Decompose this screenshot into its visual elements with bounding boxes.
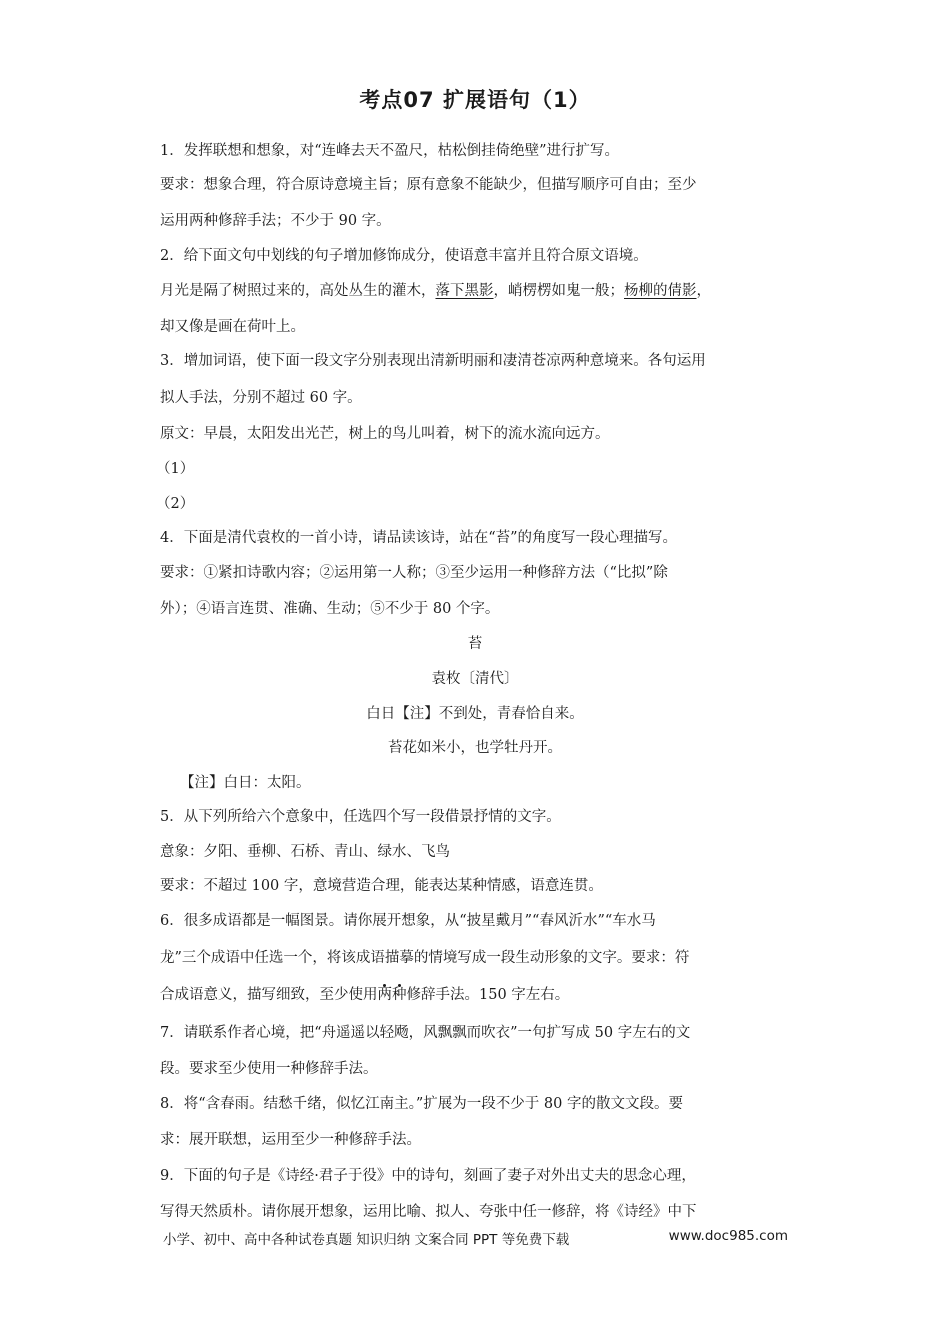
question-5-requirement: 要求：不超过 100 字，意境营造合理，能表达某种情感，语意连贯。 bbox=[160, 878, 603, 894]
question-7-prompt: 7．请联系作者心境，把“舟遥遥以轻飏，风飘飘而吹衣”一句扩写成 50 字左右的文 bbox=[160, 1025, 691, 1041]
poem-author: 袁枚〔清代〕 bbox=[431, 671, 519, 687]
question-3-original-text: 原文：早晨，太阳发出光芒，树上的鸟儿叫着，树下的流水流向远方。 bbox=[160, 426, 610, 442]
underlined-phrase-2: 杨柳的倩影 bbox=[624, 283, 697, 299]
page-footer bbox=[163, 1228, 788, 1248]
question-5-prompt: 5．从下列所给六个意象中，任选四个写一段借景抒情的文字。 bbox=[160, 809, 561, 825]
poem-line-1: 白日【注】不到处，青春恰自来。 bbox=[366, 706, 584, 722]
requirement-text: 修辞手法。150 字左右。 bbox=[406, 987, 570, 1003]
poem-note: 【注】白日：太阳。 bbox=[180, 775, 311, 791]
requirement-text: 合成语意义，描写细致，至少使用 bbox=[160, 987, 378, 1003]
footer-site-link[interactable]: www.doc985.com bbox=[668, 1228, 788, 1244]
footer-text: 小学、初中、高中各种试卷真题 知识归纳 文案合同 PPT 等免费下载 bbox=[163, 1232, 570, 1248]
question-4-requirement: 要求：①紧扣诗歌内容；②运用第一人称；③至少运用一种修辞方法（“比拟”除 bbox=[160, 565, 668, 581]
passage-text: ，峭楞楞如鬼一般； bbox=[493, 283, 624, 299]
page-title: 考点07 扩展语句（1） bbox=[359, 88, 591, 112]
question-3-answer-1-label: （1） bbox=[156, 461, 195, 477]
question-3-prompt-cont: 拟人手法，分别不超过 60 字。 bbox=[160, 390, 362, 406]
question-1-requirement-cont: 运用两种修辞手法；不少于 90 字。 bbox=[160, 213, 391, 229]
passage-text: ， bbox=[696, 283, 711, 299]
question-6-prompt: 6．很多成语都是一幅图景。请你展开想象，从“披星戴月”“春风沂水”“车水马 bbox=[160, 913, 656, 929]
poem-line-2: 苔花如米小，也学牡丹开。 bbox=[388, 740, 562, 756]
question-2-passage bbox=[160, 281, 800, 301]
question-2-prompt: 2．给下面文句中划线的句子增加修饰成分，使语意丰富并且符合原文语境。 bbox=[160, 248, 648, 264]
question-1-requirement: 要求：想象合理，符合原诗意境主旨；原有意象不能缺少，但描写顺序可自由；至少 bbox=[160, 177, 697, 193]
question-7-requirement: 段。要求至少使用一种修辞手法。 bbox=[160, 1061, 378, 1077]
question-8-requirement: 求：展开联想，运用至少一种修辞手法。 bbox=[160, 1132, 421, 1148]
question-4-requirement-cont: 外）；④语言连贯、准确、生动；⑤不少于 80 个字。 bbox=[160, 601, 500, 617]
emphasis-char: 两 bbox=[377, 987, 392, 1003]
question-9-prompt: 9．下面的句子是《诗经·君子于役》中的诗句，刻画了妻子对外出丈夫的思念心理， bbox=[160, 1168, 696, 1184]
question-1-prompt: 1．发挥联想和想象，对“连峰去天不盈尺，枯松倒挂倚绝壁”进行扩写。 bbox=[160, 143, 620, 159]
question-9-prompt-cont: 写得天然质朴。请你展开想象，运用比喻、拟人、夸张中任一修辞，将《诗经》中下 bbox=[160, 1204, 697, 1220]
question-8-prompt: 8．将“含春雨。结愁千绪，似忆江南主。”扩展为一段不少于 80 字的散文文段。要 bbox=[160, 1096, 683, 1112]
underlined-phrase-1: 落下黑影 bbox=[435, 283, 494, 299]
emphasis-char: 种 bbox=[392, 987, 407, 1003]
question-3-prompt: 3．增加词语，使下面一段文字分别表现出清新明丽和凄清苍凉两种意境来。各句运用 bbox=[160, 353, 706, 369]
poem-title: 苔 bbox=[467, 636, 483, 652]
question-4-prompt: 4．下面是清代袁枚的一首小诗，请品读该诗，站在“苔”的角度写一段心理描写。 bbox=[160, 530, 678, 546]
question-6-prompt-cont: 龙”三个成语中任选一个，将该成语描摹的情境写成一段生动形象的文字。要求：符 bbox=[160, 950, 690, 966]
question-6-requirement bbox=[160, 985, 800, 1005]
question-2-passage-cont: 却又像是画在荷叶上。 bbox=[160, 319, 305, 335]
question-3-answer-2-label: （2） bbox=[156, 496, 195, 512]
passage-text: 月光是隔了树照过来的，高处丛生的灌木， bbox=[160, 283, 436, 299]
question-5-images: 意象：夕阳、垂柳、石桥、青山、绿水、飞鸟 bbox=[160, 844, 450, 860]
